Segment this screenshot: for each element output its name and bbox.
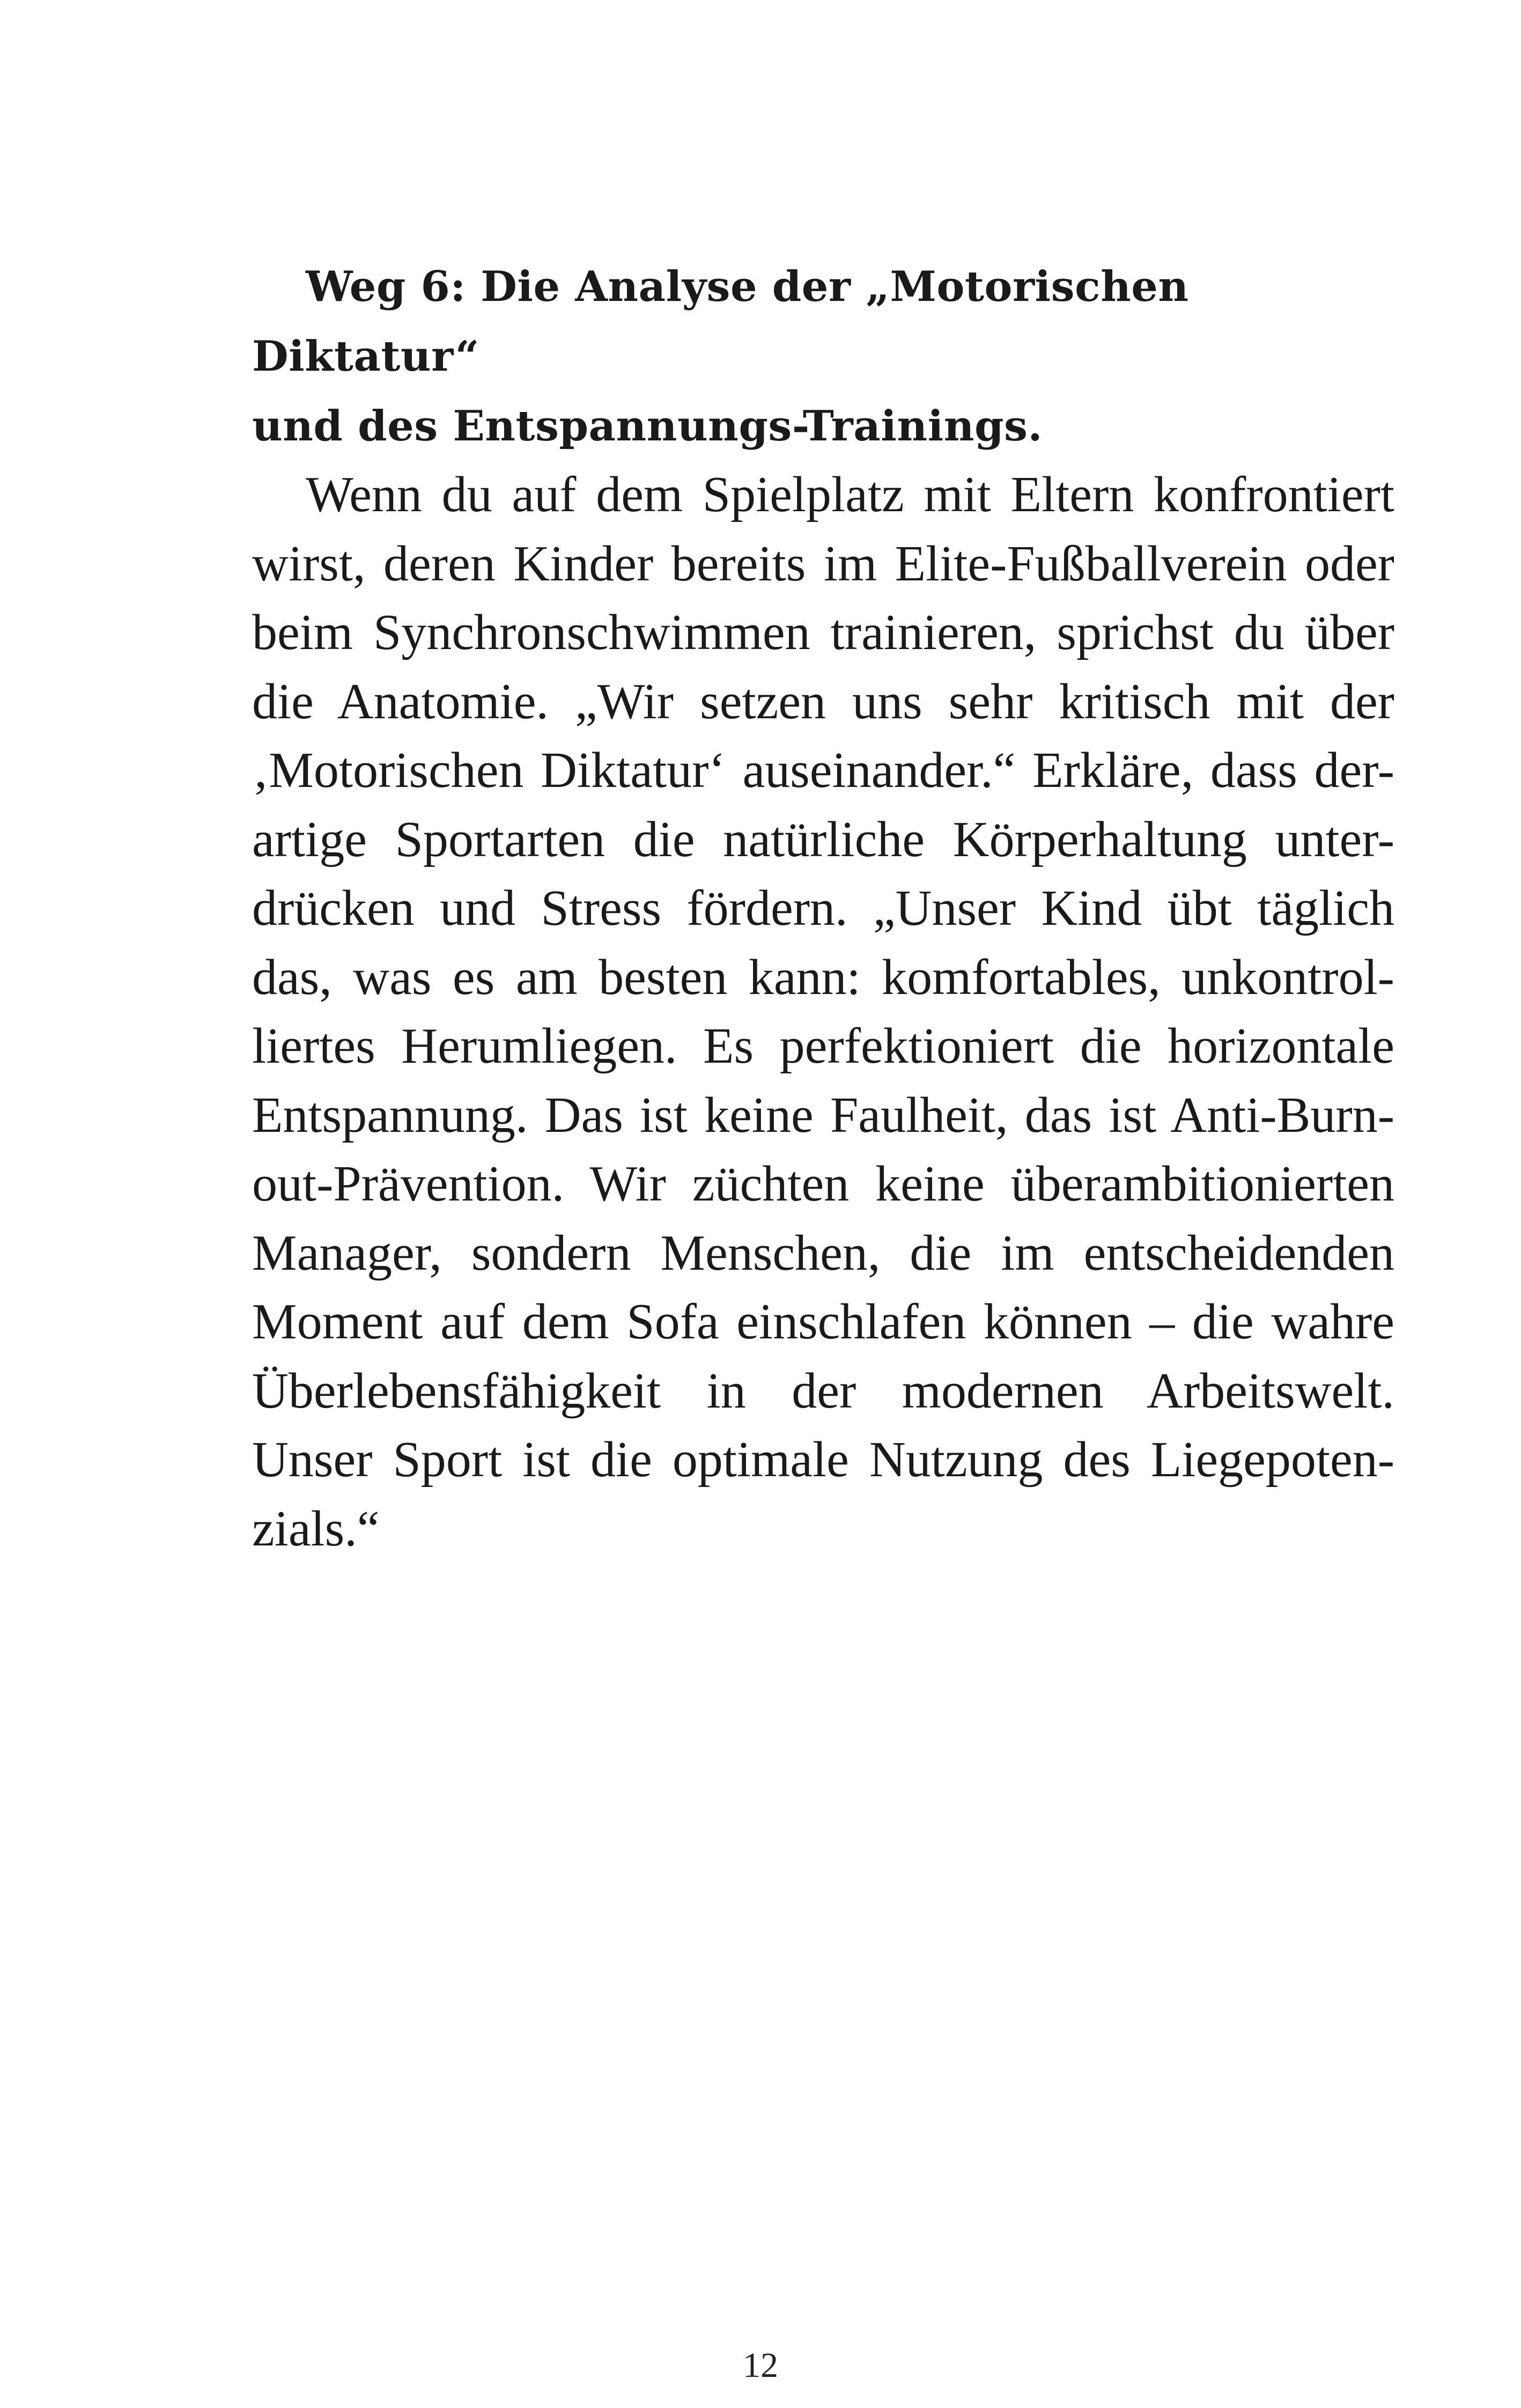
body-line: das, was es am besten kann: komfortables, unkontrol- bbox=[252, 949, 1394, 1005]
body-line: zials.“ bbox=[252, 1500, 380, 1557]
heading-line-2: und des Entspannungs-Trainings. bbox=[252, 402, 1043, 451]
body-line: Unser Sport ist die optimale Nutzung des Liegepoten- bbox=[252, 1432, 1394, 1487]
body-line: liertes Herumliegen. Es perfektioniert die horizontale bbox=[252, 1018, 1394, 1074]
body-line: artige Sportarten die natürliche Körperhaltung unter- bbox=[252, 811, 1394, 867]
body-line: ‚Motorischen Diktatur‘ auseinander.“ Erkläre, dass der- bbox=[252, 742, 1394, 798]
body-line: Überlebensfähigkeit in der modernen Arbeitswelt. bbox=[252, 1363, 1394, 1419]
body-paragraph bbox=[252, 460, 1394, 1563]
body-line: die Anatomie. „Wir setzen uns sehr kritisch mit der bbox=[252, 673, 1394, 730]
heading-line-1: Weg 6: Die Analyse der „Motorischen Diktatur“ bbox=[252, 262, 1189, 381]
body-line: drücken und Stress fördern. „Unser Kind übt täglich bbox=[252, 880, 1394, 936]
body-line: beim Synchronschwimmen trainieren, sprichst du über bbox=[252, 605, 1394, 660]
body-line: wirst, deren Kinder bereits im Elite-Fußballverein oder bbox=[252, 535, 1394, 592]
body-line: Manager, sondern Menschen, die im entscheidenden bbox=[252, 1225, 1394, 1281]
body-line: out-Prävention. Wir züchten keine überambitionierten bbox=[252, 1156, 1394, 1212]
body-line: Moment auf dem Sofa einschlafen können – die wahre bbox=[252, 1294, 1394, 1350]
section-heading bbox=[252, 252, 1394, 461]
body-line: Entspannung. Das ist keine Faulheit, das ist Anti-Burn- bbox=[252, 1087, 1394, 1143]
page-number: 12 bbox=[743, 2346, 778, 2385]
body-line: Wenn du auf dem Spielplatz mit Eltern konfrontiert bbox=[306, 467, 1394, 522]
